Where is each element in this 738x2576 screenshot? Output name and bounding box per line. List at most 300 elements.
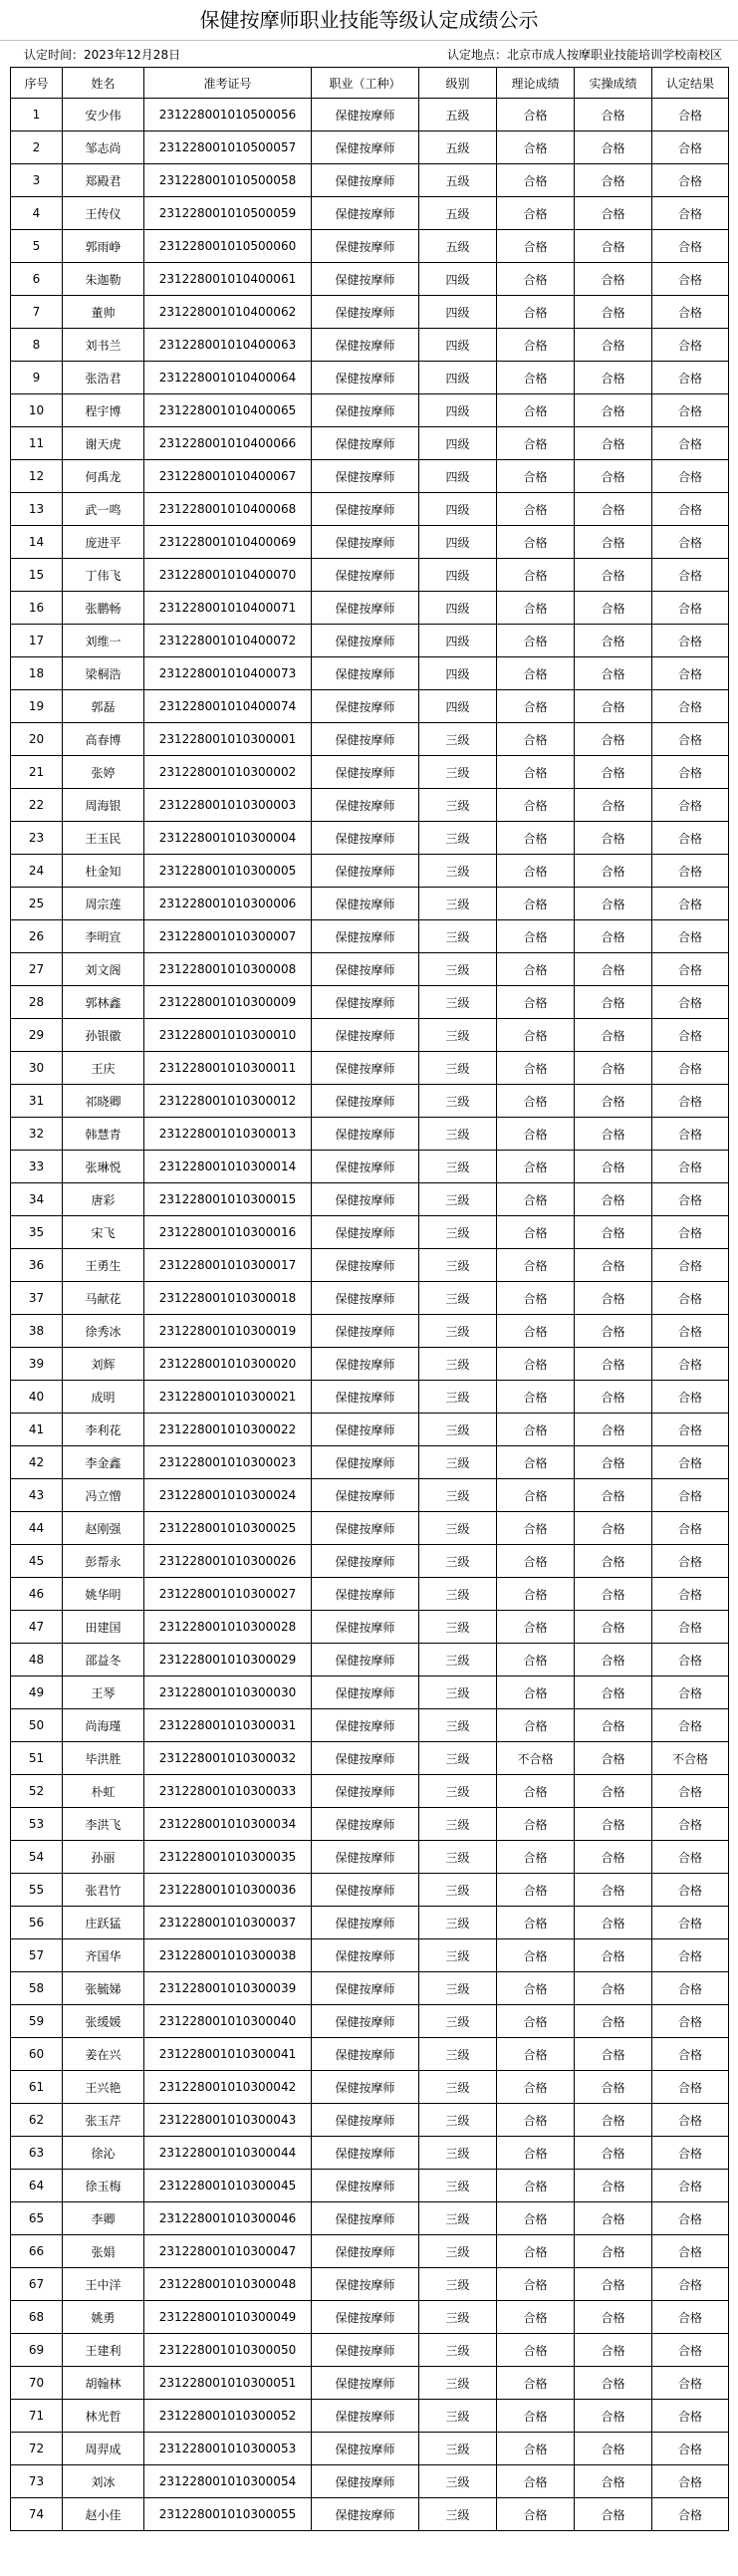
cell-name: 郑殿君: [63, 164, 144, 197]
cell-level: 三级: [419, 2433, 497, 2465]
header-name: 姓名: [63, 68, 144, 99]
cell-name: 程宇博: [63, 394, 144, 427]
table-row: [11, 1216, 729, 1249]
cell-result: 合格: [652, 1446, 729, 1479]
cell-theory: 合格: [497, 855, 575, 888]
cell-practice: 合格: [575, 2268, 652, 2301]
cell-ticket: 231228001010300036: [144, 1874, 312, 1907]
cell-result: 合格: [652, 1972, 729, 2005]
cell-result: 合格: [652, 789, 729, 822]
header-occupation: 职业（工种）: [312, 68, 419, 99]
cell-occupation: 保健按摩师: [312, 1019, 419, 1052]
cell-result: 合格: [652, 1183, 729, 1216]
cell-seq: 49: [11, 1676, 63, 1709]
cell-result: 合格: [652, 460, 729, 493]
cell-result: 合格: [652, 362, 729, 394]
cell-theory: 合格: [497, 1709, 575, 1742]
cell-level: 三级: [419, 822, 497, 855]
cell-seq: 56: [11, 1907, 63, 1939]
cell-result: 合格: [652, 1151, 729, 1183]
cell-name: 林光哲: [63, 2400, 144, 2433]
cell-seq: 14: [11, 526, 63, 559]
cell-seq: 57: [11, 1939, 63, 1972]
cell-theory: 合格: [497, 2005, 575, 2038]
cell-result: 合格: [652, 1808, 729, 1841]
cell-seq: 68: [11, 2301, 63, 2334]
table-row: [11, 2433, 729, 2465]
cell-result: 合格: [652, 1512, 729, 1545]
cell-name: 庄跃猛: [63, 1907, 144, 1939]
results-table: [10, 67, 729, 2531]
cell-name: 张玉芹: [63, 2104, 144, 2137]
cell-theory: 合格: [497, 1775, 575, 1808]
cell-occupation: 保健按摩师: [312, 1907, 419, 1939]
table-row: [11, 789, 729, 822]
cell-ticket: 231228001010300004: [144, 822, 312, 855]
cell-practice: 合格: [575, 756, 652, 789]
cell-occupation: 保健按摩师: [312, 460, 419, 493]
cell-practice: 合格: [575, 920, 652, 953]
cell-practice: 合格: [575, 1315, 652, 1348]
cell-name: 王中洋: [63, 2268, 144, 2301]
cell-theory: 合格: [497, 1282, 575, 1315]
cell-ticket: 231228001010300038: [144, 1939, 312, 1972]
cell-name: 庞进平: [63, 526, 144, 559]
exam-date: 认定时间：2023年12月28日: [24, 47, 181, 62]
cell-occupation: 保健按摩师: [312, 2071, 419, 2104]
cell-occupation: 保健按摩师: [312, 1742, 419, 1775]
table-row: [11, 1709, 729, 1742]
cell-seq: 18: [11, 657, 63, 690]
table-row: [11, 1578, 729, 1611]
cell-occupation: 保健按摩师: [312, 855, 419, 888]
cell-result: 合格: [652, 1085, 729, 1118]
cell-name: 丁伟飞: [63, 559, 144, 592]
header-level: 级别: [419, 68, 497, 99]
cell-level: 三级: [419, 2301, 497, 2334]
cell-seq: 59: [11, 2005, 63, 2038]
cell-name: 董帅: [63, 296, 144, 329]
cell-name: 刘维一: [63, 625, 144, 657]
cell-level: 四级: [419, 625, 497, 657]
table-row: [11, 1676, 729, 1709]
cell-occupation: 保健按摩师: [312, 1479, 419, 1512]
table-row: [11, 953, 729, 986]
cell-practice: 合格: [575, 2465, 652, 2498]
cell-theory: 合格: [497, 2104, 575, 2137]
cell-level: 三级: [419, 756, 497, 789]
cell-theory: 合格: [497, 1151, 575, 1183]
cell-ticket: 231228001010300021: [144, 1381, 312, 1414]
cell-level: 三级: [419, 1381, 497, 1414]
cell-occupation: 保健按摩师: [312, 1775, 419, 1808]
cell-theory: 合格: [497, 2137, 575, 2170]
cell-ticket: 231228001010300040: [144, 2005, 312, 2038]
cell-result: 合格: [652, 1216, 729, 1249]
cell-occupation: 保健按摩师: [312, 1183, 419, 1216]
table-row: [11, 1052, 729, 1085]
cell-occupation: 保健按摩师: [312, 1249, 419, 1282]
table-row: [11, 1118, 729, 1151]
cell-result: 合格: [652, 855, 729, 888]
cell-seq: 74: [11, 2498, 63, 2531]
cell-name: 李洪飞: [63, 1808, 144, 1841]
cell-practice: 合格: [575, 1085, 652, 1118]
cell-occupation: 保健按摩师: [312, 2498, 419, 2531]
table-row: [11, 2334, 729, 2367]
cell-level: 三级: [419, 789, 497, 822]
cell-practice: 合格: [575, 263, 652, 296]
cell-result: 合格: [652, 2235, 729, 2268]
cell-theory: 合格: [497, 296, 575, 329]
table-row: [11, 723, 729, 756]
cell-practice: 合格: [575, 1216, 652, 1249]
cell-practice: 合格: [575, 1972, 652, 2005]
table-row: [11, 855, 729, 888]
cell-seq: 36: [11, 1249, 63, 1282]
cell-ticket: 231228001010400062: [144, 296, 312, 329]
cell-level: 四级: [419, 690, 497, 723]
cell-level: 三级: [419, 1611, 497, 1644]
table-row: [11, 1512, 729, 1545]
cell-occupation: 保健按摩师: [312, 2104, 419, 2137]
cell-name: 田建国: [63, 1611, 144, 1644]
cell-level: 五级: [419, 131, 497, 164]
cell-theory: 合格: [497, 1216, 575, 1249]
cell-ticket: 231228001010300007: [144, 920, 312, 953]
cell-ticket: 231228001010400069: [144, 526, 312, 559]
table-row: [11, 230, 729, 263]
cell-result: 合格: [652, 2465, 729, 2498]
cell-name: 王庆: [63, 1052, 144, 1085]
cell-level: 四级: [419, 592, 497, 625]
cell-occupation: 保健按摩师: [312, 2235, 419, 2268]
cell-result: 合格: [652, 493, 729, 526]
header-theory: 理论成绩: [497, 68, 575, 99]
cell-level: 三级: [419, 1512, 497, 1545]
cell-level: 三级: [419, 2038, 497, 2071]
cell-theory: 合格: [497, 394, 575, 427]
cell-ticket: 231228001010300018: [144, 1282, 312, 1315]
table-row: [11, 1348, 729, 1381]
cell-occupation: 保健按摩师: [312, 953, 419, 986]
cell-theory: 合格: [497, 1183, 575, 1216]
cell-practice: 合格: [575, 1644, 652, 1676]
cell-name: 彭帮永: [63, 1545, 144, 1578]
cell-occupation: 保健按摩师: [312, 2334, 419, 2367]
cell-practice: 合格: [575, 99, 652, 131]
table-row: [11, 690, 729, 723]
cell-theory: 合格: [497, 2367, 575, 2400]
cell-seq: 67: [11, 2268, 63, 2301]
table-row: [11, 2104, 729, 2137]
cell-seq: 26: [11, 920, 63, 953]
cell-seq: 60: [11, 2038, 63, 2071]
cell-level: 三级: [419, 2465, 497, 2498]
cell-practice: 合格: [575, 888, 652, 920]
cell-result: 合格: [652, 2268, 729, 2301]
cell-seq: 42: [11, 1446, 63, 1479]
cell-occupation: 保健按摩师: [312, 756, 419, 789]
cell-practice: 合格: [575, 1874, 652, 1907]
cell-occupation: 保健按摩师: [312, 1151, 419, 1183]
cell-ticket: 231228001010300015: [144, 1183, 312, 1216]
cell-practice: 合格: [575, 164, 652, 197]
cell-ticket: 231228001010300030: [144, 1676, 312, 1709]
page-title: 保健按摩师职业技能等级认定成绩公示: [0, 0, 738, 41]
table-row: [11, 2367, 729, 2400]
cell-theory: 合格: [497, 2334, 575, 2367]
cell-seq: 30: [11, 1052, 63, 1085]
table-row: [11, 493, 729, 526]
cell-theory: 合格: [497, 1808, 575, 1841]
cell-level: 四级: [419, 559, 497, 592]
cell-theory: 合格: [497, 1874, 575, 1907]
cell-name: 尚海瑾: [63, 1709, 144, 1742]
table-row: [11, 99, 729, 131]
cell-seq: 20: [11, 723, 63, 756]
cell-occupation: 保健按摩师: [312, 1972, 419, 2005]
cell-occupation: 保健按摩师: [312, 329, 419, 362]
cell-seq: 65: [11, 2202, 63, 2235]
cell-result: 合格: [652, 2202, 729, 2235]
table-row: [11, 362, 729, 394]
cell-name: 成明: [63, 1381, 144, 1414]
cell-ticket: 231228001010300037: [144, 1907, 312, 1939]
cell-result: 合格: [652, 822, 729, 855]
cell-ticket: 231228001010400072: [144, 625, 312, 657]
table-row: [11, 1282, 729, 1315]
cell-name: 宋飞: [63, 1216, 144, 1249]
cell-seq: 64: [11, 2170, 63, 2202]
table-row: [11, 2235, 729, 2268]
cell-theory: 合格: [497, 789, 575, 822]
cell-ticket: 231228001010500058: [144, 164, 312, 197]
cell-seq: 4: [11, 197, 63, 230]
cell-level: 三级: [419, 1841, 497, 1874]
cell-occupation: 保健按摩师: [312, 1841, 419, 1874]
table-row: [11, 1479, 729, 1512]
cell-theory: 不合格: [497, 1742, 575, 1775]
cell-level: 三级: [419, 1775, 497, 1808]
cell-ticket: 231228001010300055: [144, 2498, 312, 2531]
table-row: [11, 625, 729, 657]
cell-occupation: 保健按摩师: [312, 2465, 419, 2498]
cell-name: 王琴: [63, 1676, 144, 1709]
cell-ticket: 231228001010300022: [144, 1414, 312, 1446]
cell-theory: 合格: [497, 1939, 575, 1972]
cell-level: 三级: [419, 1019, 497, 1052]
cell-result: 合格: [652, 1676, 729, 1709]
cell-seq: 19: [11, 690, 63, 723]
cell-result: 合格: [652, 2071, 729, 2104]
cell-occupation: 保健按摩师: [312, 493, 419, 526]
cell-name: 王建利: [63, 2334, 144, 2367]
cell-ticket: 231228001010300050: [144, 2334, 312, 2367]
cell-occupation: 保健按摩师: [312, 1315, 419, 1348]
cell-occupation: 保健按摩师: [312, 394, 419, 427]
table-row: [11, 2038, 729, 2071]
cell-result: 合格: [652, 1775, 729, 1808]
table-row: [11, 263, 729, 296]
cell-occupation: 保健按摩师: [312, 2202, 419, 2235]
cell-practice: 合格: [575, 1118, 652, 1151]
cell-occupation: 保健按摩师: [312, 690, 419, 723]
cell-practice: 合格: [575, 1709, 652, 1742]
cell-practice: 合格: [575, 2038, 652, 2071]
cell-level: 四级: [419, 296, 497, 329]
cell-name: 毕洪胜: [63, 1742, 144, 1775]
table-row: [11, 2170, 729, 2202]
cell-practice: 合格: [575, 1742, 652, 1775]
cell-seq: 16: [11, 592, 63, 625]
cell-occupation: 保健按摩师: [312, 1282, 419, 1315]
cell-ticket: 231228001010400061: [144, 263, 312, 296]
cell-name: 王兴艳: [63, 2071, 144, 2104]
cell-ticket: 231228001010300051: [144, 2367, 312, 2400]
cell-seq: 58: [11, 1972, 63, 2005]
table-row: [11, 2005, 729, 2038]
cell-name: 邵益冬: [63, 1644, 144, 1676]
cell-practice: 合格: [575, 1775, 652, 1808]
cell-name: 张浩君: [63, 362, 144, 394]
cell-result: 合格: [652, 920, 729, 953]
cell-name: 齐国华: [63, 1939, 144, 1972]
cell-level: 三级: [419, 2334, 497, 2367]
cell-ticket: 231228001010300005: [144, 855, 312, 888]
cell-practice: 合格: [575, 789, 652, 822]
cell-result: 合格: [652, 230, 729, 263]
cell-seq: 6: [11, 263, 63, 296]
table-row: [11, 1151, 729, 1183]
cell-seq: 12: [11, 460, 63, 493]
cell-occupation: 保健按摩师: [312, 296, 419, 329]
cell-theory: 合格: [497, 2038, 575, 2071]
cell-practice: 合格: [575, 2400, 652, 2433]
cell-seq: 71: [11, 2400, 63, 2433]
cell-theory: 合格: [497, 559, 575, 592]
cell-seq: 50: [11, 1709, 63, 1742]
cell-occupation: 保健按摩师: [312, 1578, 419, 1611]
cell-level: 三级: [419, 2005, 497, 2038]
cell-theory: 合格: [497, 2433, 575, 2465]
cell-seq: 33: [11, 1151, 63, 1183]
cell-level: 三级: [419, 1939, 497, 1972]
cell-ticket: 231228001010500059: [144, 197, 312, 230]
cell-seq: 41: [11, 1414, 63, 1446]
cell-level: 三级: [419, 1446, 497, 1479]
cell-level: 三级: [419, 2137, 497, 2170]
cell-name: 祁晓卿: [63, 1085, 144, 1118]
cell-theory: 合格: [497, 1611, 575, 1644]
cell-level: 三级: [419, 920, 497, 953]
cell-theory: 合格: [497, 427, 575, 460]
cell-level: 三级: [419, 2235, 497, 2268]
cell-occupation: 保健按摩师: [312, 1808, 419, 1841]
cell-level: 三级: [419, 2268, 497, 2301]
cell-level: 三级: [419, 2498, 497, 2531]
cell-seq: 24: [11, 855, 63, 888]
cell-practice: 合格: [575, 1019, 652, 1052]
cell-result: 合格: [652, 592, 729, 625]
cell-occupation: 保健按摩师: [312, 427, 419, 460]
cell-theory: 合格: [497, 1676, 575, 1709]
cell-practice: 合格: [575, 427, 652, 460]
cell-result: 合格: [652, 1578, 729, 1611]
cell-name: 郭雨峥: [63, 230, 144, 263]
cell-theory: 合格: [497, 164, 575, 197]
cell-name: 郭林鑫: [63, 986, 144, 1019]
cell-result: 合格: [652, 1907, 729, 1939]
cell-practice: 合格: [575, 2170, 652, 2202]
cell-seq: 53: [11, 1808, 63, 1841]
cell-practice: 合格: [575, 1052, 652, 1085]
table-row: [11, 592, 729, 625]
cell-result: 合格: [652, 2038, 729, 2071]
exam-location: 认定地点：北京市成人按摩职业技能培训学校南校区: [446, 47, 722, 62]
cell-occupation: 保健按摩师: [312, 526, 419, 559]
cell-ticket: 231228001010300052: [144, 2400, 312, 2433]
cell-practice: 合格: [575, 1282, 652, 1315]
cell-name: 李利花: [63, 1414, 144, 1446]
cell-result: 合格: [652, 1611, 729, 1644]
cell-occupation: 保健按摩师: [312, 263, 419, 296]
cell-occupation: 保健按摩师: [312, 197, 419, 230]
cell-result: 合格: [652, 1019, 729, 1052]
cell-level: 三级: [419, 1742, 497, 1775]
cell-ticket: 231228001010300014: [144, 1151, 312, 1183]
cell-seq: 5: [11, 230, 63, 263]
cell-theory: 合格: [497, 2268, 575, 2301]
cell-seq: 9: [11, 362, 63, 394]
cell-level: 三级: [419, 1907, 497, 1939]
cell-practice: 合格: [575, 1151, 652, 1183]
cell-seq: 21: [11, 756, 63, 789]
cell-occupation: 保健按摩师: [312, 723, 419, 756]
cell-level: 三级: [419, 855, 497, 888]
cell-occupation: 保健按摩师: [312, 789, 419, 822]
cell-level: 三级: [419, 1151, 497, 1183]
cell-occupation: 保健按摩师: [312, 888, 419, 920]
table-row: [11, 2465, 729, 2498]
cell-name: 朴虹: [63, 1775, 144, 1808]
cell-theory: 合格: [497, 2170, 575, 2202]
cell-result: 合格: [652, 1282, 729, 1315]
table-row: [11, 1381, 729, 1414]
cell-occupation: 保健按摩师: [312, 1512, 419, 1545]
table-row: [11, 2137, 729, 2170]
cell-result: 合格: [652, 526, 729, 559]
cell-occupation: 保健按摩师: [312, 1348, 419, 1381]
cell-result: 合格: [652, 986, 729, 1019]
cell-occupation: 保健按摩师: [312, 822, 419, 855]
cell-theory: 合格: [497, 920, 575, 953]
cell-level: 三级: [419, 2104, 497, 2137]
cell-ticket: 231228001010300024: [144, 1479, 312, 1512]
cell-result: 合格: [652, 2367, 729, 2400]
cell-theory: 合格: [497, 197, 575, 230]
cell-result: 合格: [652, 2334, 729, 2367]
cell-seq: 66: [11, 2235, 63, 2268]
cell-name: 张毓娣: [63, 1972, 144, 2005]
cell-result: 合格: [652, 2005, 729, 2038]
cell-theory: 合格: [497, 493, 575, 526]
cell-theory: 合格: [497, 362, 575, 394]
cell-practice: 合格: [575, 690, 652, 723]
cell-occupation: 保健按摩师: [312, 625, 419, 657]
table-row: [11, 2400, 729, 2433]
cell-seq: 62: [11, 2104, 63, 2137]
